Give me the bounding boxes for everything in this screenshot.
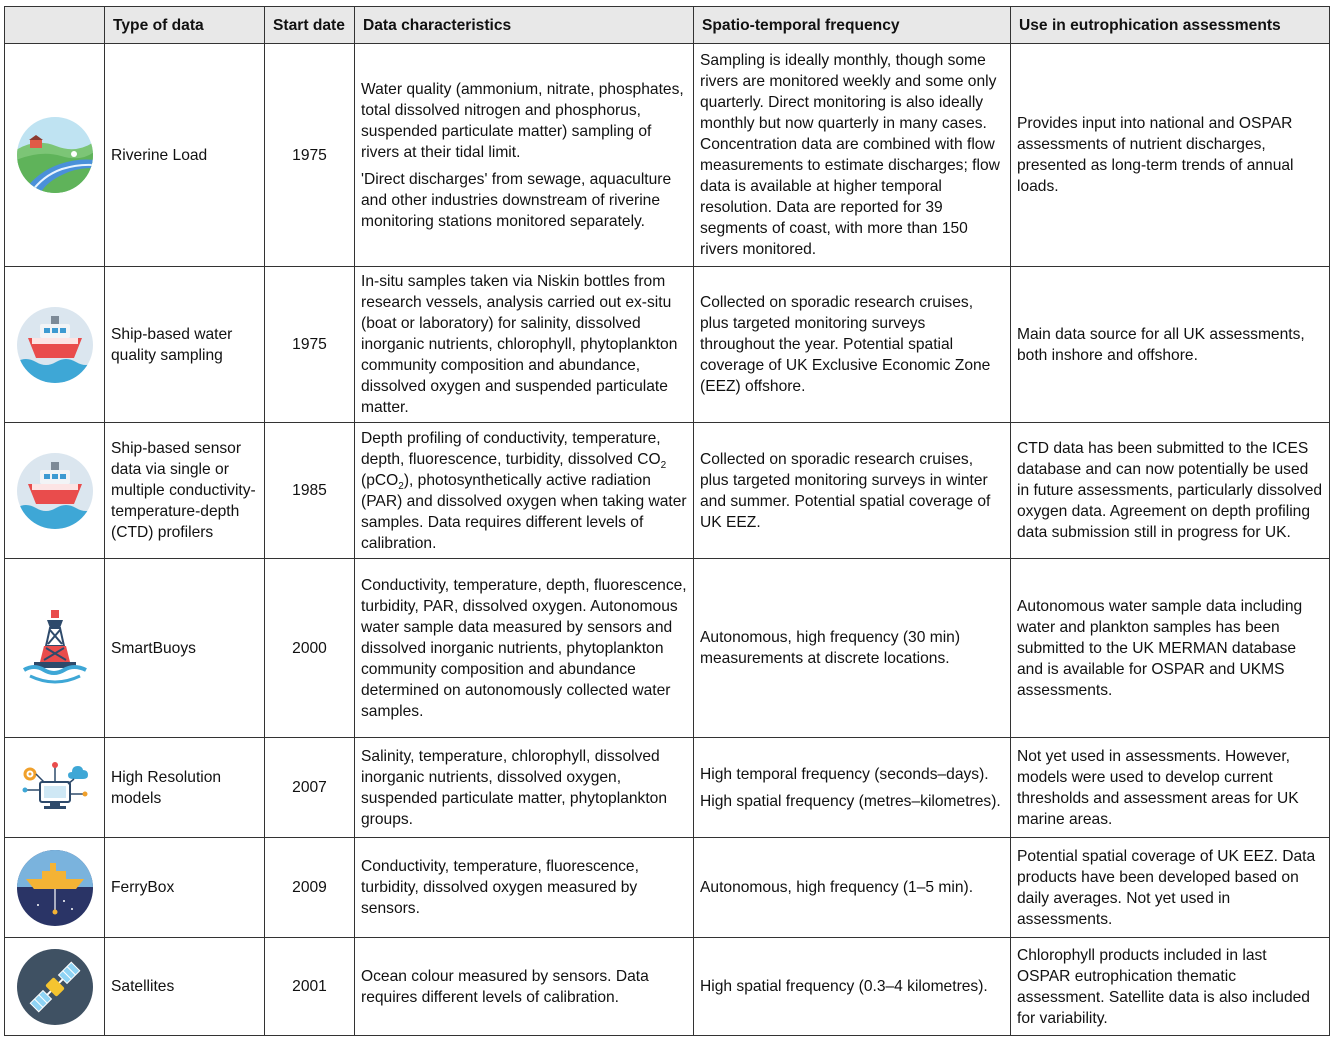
row-start-date: 2001 — [265, 938, 355, 1036]
ferry-icon — [16, 849, 94, 927]
row-characteristics — [355, 838, 694, 938]
row-use: Main data source for all UK assessments, both inshore and offshore. — [1011, 267, 1330, 423]
frequency-text: Sampling is ideally monthly, though some rivers are monitored weekly and some only quarterly. Direct monitoring is also ideally monthly but now quarterly in many cases. Concentration data are combined with flow measurements to estimate discharges; flow data is available at higher temporal resolution. Data are reported for 39 segments of coast, with more than 150 rivers monitored. — [700, 52, 1000, 258]
header-icon — [5, 7, 105, 44]
header-characteristics: Data characteristics — [355, 7, 694, 44]
characteristics-text: Conductivity, temperature, depth, fluorescence, turbidity, PAR, dissolved oxygen. Autonomous water sample data measured by sensors and dissolved inorganic nutrients, phytoplankton community composition and abundance determined on autonomously collected water samples. — [361, 576, 687, 720]
characteristics-text: (pCO — [361, 471, 399, 489]
frequency-text: Autonomous, high frequency (1–5 min). — [700, 879, 974, 896]
row-type: FerryBox — [105, 838, 265, 938]
row-type: Ship-based sensor data via single or multiple conductivity-temperature-depth (CTD) profilers — [105, 423, 265, 559]
row-use: Potential spatial coverage of UK EEZ. Data products have been developed based on daily averages. Not yet used in assessments. — [1011, 838, 1330, 938]
header-row — [5, 7, 1330, 44]
row-characteristics — [355, 738, 694, 838]
row-use: CTD data has been submitted to the ICES database and can now potentially be used in future assessments, particularly dissolved oxygen data. Agreement on depth profiling data submission still in progress for UK. — [1011, 423, 1330, 559]
row-start-date: 2007 — [265, 738, 355, 838]
frequency-text: High spatial frequency (metres–kilometres). — [700, 792, 1001, 810]
row-characteristics — [355, 559, 694, 738]
frequency-text: Collected on sporadic research cruises, plus targeted monitoring surveys in winter and summer. Potential spatial coverage of UK EEZ. — [700, 450, 991, 531]
characteristics-text: Water quality (ammonium, nitrate, phosphates, total dissolved nitrogen and phosphorus, suspended particulate matter) sampling of rivers at their tidal limit. — [361, 80, 684, 161]
row-use: Chlorophyll products included in last OSPAR eutrophication thematic assessment. Satellite data is also included for variability. — [1011, 938, 1330, 1036]
satellite-icon — [16, 948, 94, 1026]
row-characteristics — [355, 44, 694, 267]
row-start-date: 1985 — [265, 423, 355, 559]
table-row — [5, 559, 1330, 738]
header-type: Type of data — [105, 7, 265, 44]
row-icon-cell — [5, 838, 105, 938]
subscript: 2 — [660, 459, 667, 471]
characteristics-text: Ocean colour measured by sensors. Data requires different levels of calibration. — [361, 967, 649, 1006]
header-frequency: Spatio-temporal frequency — [694, 7, 1011, 44]
subscript: 2 — [398, 480, 404, 492]
row-icon-cell — [5, 267, 105, 423]
row-type: Satellites — [105, 938, 265, 1036]
computer-model-icon — [20, 760, 90, 816]
buoy-icon — [20, 608, 90, 688]
frequency-text: Collected on sporadic research cruises, plus targeted monitoring surveys throughout the year. Potential spatial coverage of UK Exclusive Economic Zone (EEZ) offshore. — [700, 294, 991, 395]
row-frequency — [694, 738, 1011, 838]
row-icon-cell — [5, 738, 105, 838]
ship-icon — [16, 306, 94, 384]
row-start-date: 1975 — [265, 267, 355, 423]
frequency-text: High spatial frequency (0.3–4 kilometres). — [700, 978, 988, 995]
characteristics-text: Salinity, temperature, chlorophyll, dissolved inorganic nutrients, dissolved oxygen, suspended particulate matter, phytoplankton groups. — [361, 747, 668, 828]
river-icon — [16, 116, 94, 194]
table-row — [5, 267, 1330, 423]
row-frequency — [694, 938, 1011, 1036]
characteristics-text: 'Direct discharges' from sewage, aquaculture and other industries downstream of riverine monitoring stations monitored separately. — [361, 170, 672, 230]
row-icon-cell — [5, 423, 105, 559]
row-icon-cell — [5, 44, 105, 267]
table-row — [5, 44, 1330, 267]
data-types-table — [4, 6, 1330, 1036]
row-characteristics — [355, 423, 694, 559]
ship-icon — [16, 452, 94, 530]
characteristics-text: ), photosynthetically active radiation (PAR) and dissolved oxygen when taking water samples. Data requires different levels of calibration. — [361, 471, 687, 552]
characteristics-text: Depth profiling of conductivity, temperature, depth, fluorescence, turbidity, dissolved CO — [361, 429, 661, 468]
characteristics-text: Conductivity, temperature, fluorescence, turbidity, dissolved oxygen measured by sensors. — [361, 858, 639, 917]
row-type: SmartBuoys — [105, 559, 265, 738]
row-type: High Resolution models — [105, 738, 265, 838]
table-row — [5, 738, 1330, 838]
table-row — [5, 838, 1330, 938]
row-use: Provides input into national and OSPAR assessments of nutrient discharges, presented as long-term trends of annual loads. — [1011, 44, 1330, 267]
row-icon-cell — [5, 559, 105, 738]
frequency-text: High temporal frequency (seconds–days). — [700, 765, 989, 783]
row-frequency — [694, 559, 1011, 738]
row-frequency — [694, 44, 1011, 267]
row-type: Ship-based water quality sampling — [105, 267, 265, 423]
row-use: Autonomous water sample data including water and plankton samples has been submitted to the UK MERMAN database and is available for OSPAR and UKMS assessments. — [1011, 559, 1330, 738]
row-type: Riverine Load — [105, 44, 265, 267]
frequency-text: Autonomous, high frequency (30 min) measurements at discrete locations. — [700, 629, 961, 667]
header-use: Use in eutrophication assessments — [1011, 7, 1330, 44]
row-start-date: 2009 — [265, 838, 355, 938]
row-use: Not yet used in assessments. However, models were used to develop current thresholds and assessment areas for UK marine areas. — [1011, 738, 1330, 838]
row-start-date: 1975 — [265, 44, 355, 267]
row-frequency — [694, 838, 1011, 938]
row-start-date: 2000 — [265, 559, 355, 738]
row-characteristics — [355, 938, 694, 1036]
row-frequency — [694, 423, 1011, 559]
row-icon-cell — [5, 938, 105, 1036]
table-row — [5, 423, 1330, 559]
row-frequency — [694, 267, 1011, 423]
header-start-date: Start date — [265, 7, 355, 44]
characteristics-text: In-situ samples taken via Niskin bottles from research vessels, analysis carried out ex-situ (boat or laboratory) for salinity, dissolved inorganic nutrients, chlorophyll, phytoplankton community composition and abundance, dissolved oxygen and suspended particulate matter. — [361, 273, 678, 416]
table-row — [5, 938, 1330, 1036]
row-characteristics — [355, 267, 694, 423]
